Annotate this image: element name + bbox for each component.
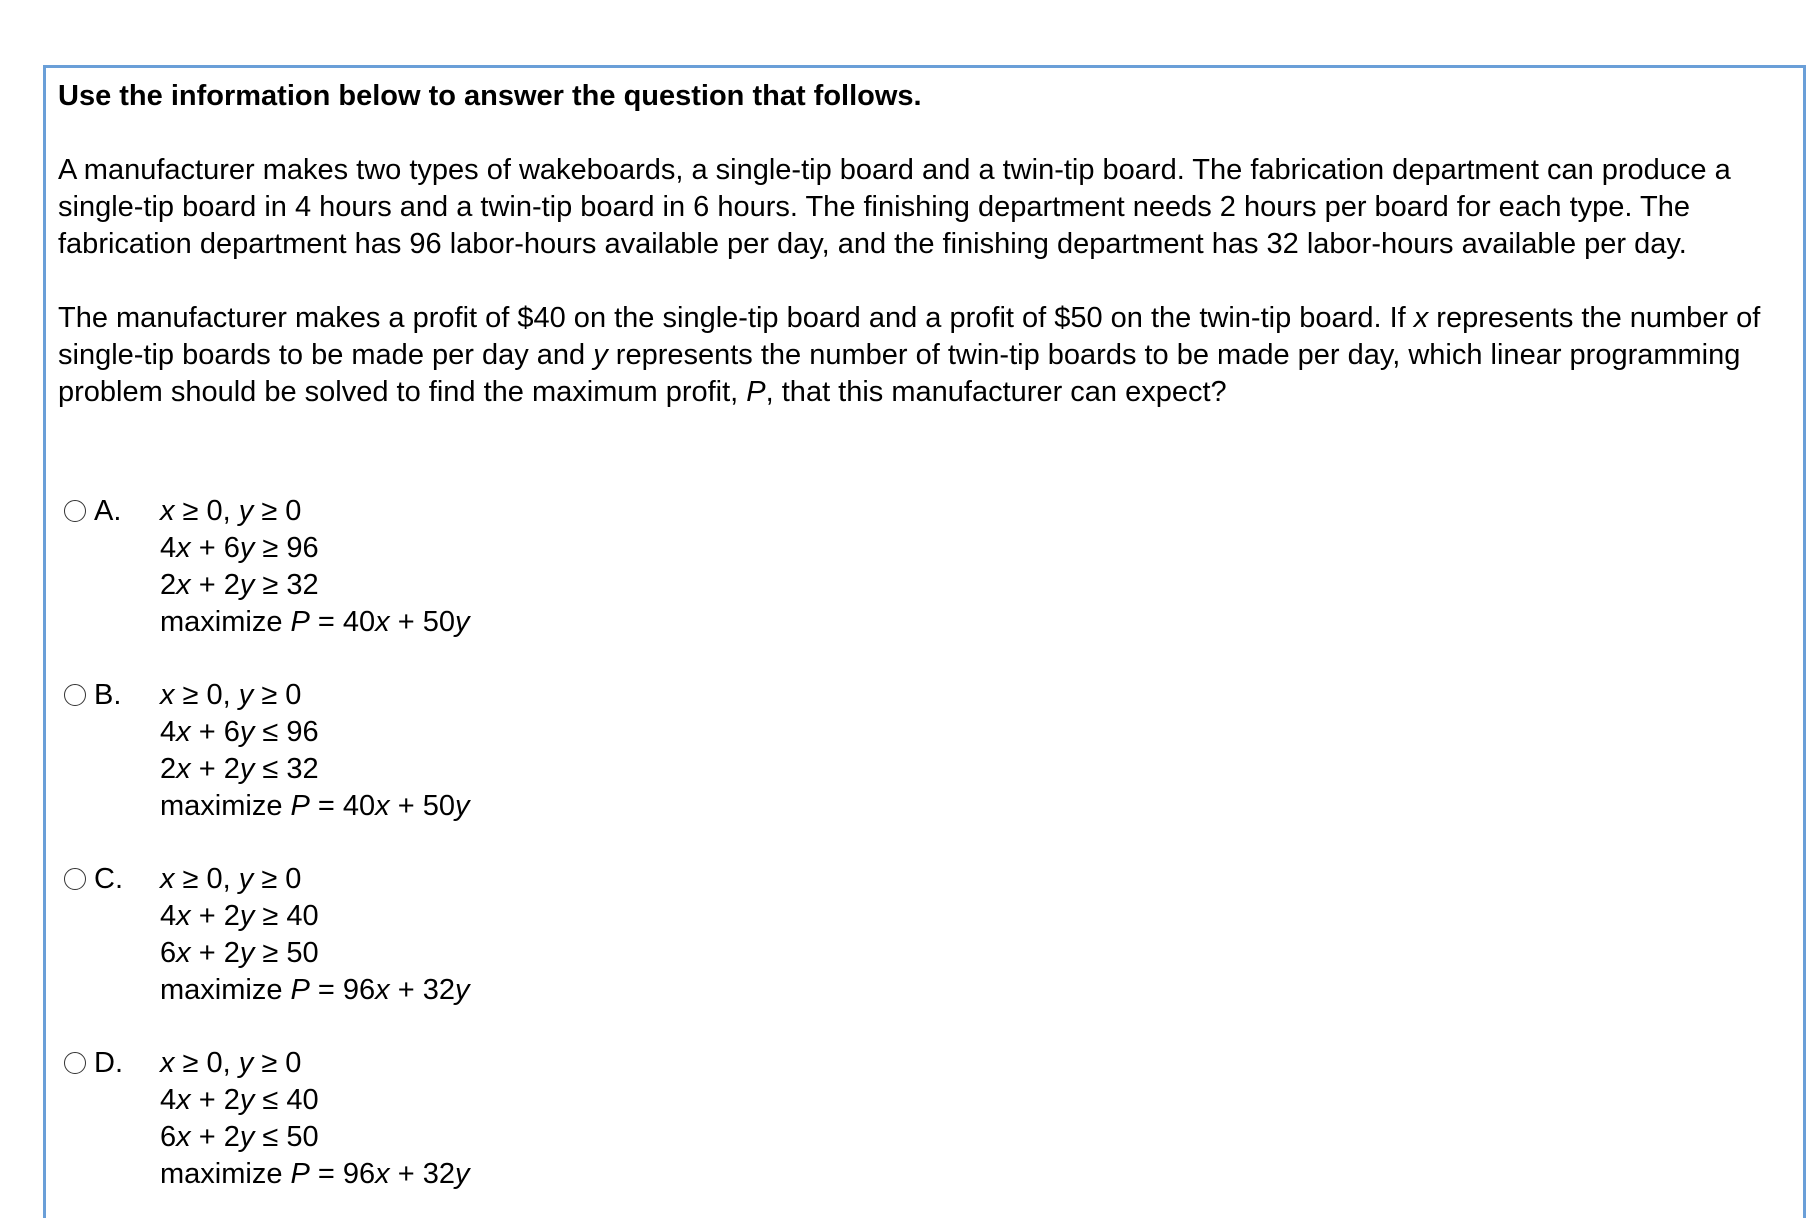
math-variable: y [239, 569, 255, 601]
option-letter: D. [94, 1047, 123, 1079]
math-text: + 2 [190, 753, 240, 785]
math-variable: y [239, 532, 255, 564]
variable-x: x [1413, 302, 1429, 334]
expression-line [160, 677, 469, 714]
expression-line [160, 714, 469, 751]
math-variable: x [176, 1084, 191, 1116]
math-variable: x [176, 716, 191, 748]
math-variable: x [160, 679, 175, 711]
math-text: ≥ 96 [254, 532, 319, 564]
math-text: 4 [160, 1084, 177, 1116]
paragraph-2-text: , that this manufacturer can expect? [765, 376, 1227, 408]
math-variable: x [160, 495, 175, 527]
math-text: = 40 [309, 790, 376, 822]
math-text: 4 [160, 900, 177, 932]
expression-line [160, 530, 469, 567]
expression-line [160, 788, 469, 825]
math-text: + 50 [389, 790, 455, 822]
math-text: + 2 [190, 937, 240, 969]
math-variable: x [176, 753, 191, 785]
question-panel [43, 65, 1806, 1218]
math-text: + 32 [389, 974, 455, 1006]
paragraph-2-text: represents the number of twin-tip boards to be made per day, which linear programming problem should be solved to find the maximum profit, [58, 339, 1741, 408]
math-text: ≥ 0, [174, 1047, 239, 1079]
math-variable: x [375, 974, 390, 1006]
question-content [58, 78, 1798, 411]
radio-button[interactable] [64, 1052, 86, 1074]
math-text: + 32 [389, 1158, 455, 1190]
math-text: = 96 [309, 974, 376, 1006]
math-variable: y [454, 1158, 470, 1190]
math-text: ≥ 50 [254, 937, 319, 969]
math-variable: y [238, 495, 254, 527]
radio-button[interactable] [64, 500, 86, 522]
expression-line [160, 493, 469, 530]
expression-line [160, 604, 469, 641]
math-variable: P [290, 974, 310, 1006]
expression-line [160, 1082, 469, 1119]
expression-line [160, 861, 469, 898]
math-variable: P [290, 1158, 310, 1190]
math-text: ≥ 0 [253, 863, 302, 895]
math-variable: y [454, 974, 470, 1006]
math-variable: y [238, 863, 254, 895]
math-text: ≥ 0, [174, 679, 239, 711]
math-variable: y [239, 753, 255, 785]
math-text: maximize [160, 1158, 291, 1190]
math-variable: y [239, 937, 255, 969]
math-text: ≥ 40 [254, 900, 319, 932]
math-variable: y [238, 679, 254, 711]
math-variable: y [238, 1047, 254, 1079]
math-variable: x [160, 863, 175, 895]
math-text: ≥ 0 [253, 495, 302, 527]
math-text: ≤ 50 [254, 1121, 319, 1153]
option-expression [160, 1045, 469, 1193]
variable-p: P [746, 376, 766, 408]
option-expression [160, 677, 469, 825]
math-variable: y [239, 900, 255, 932]
math-text: maximize [160, 974, 291, 1006]
math-text: ≥ 0, [174, 495, 239, 527]
expression-line [160, 567, 469, 604]
math-text: 6 [160, 937, 177, 969]
expression-line [160, 1045, 469, 1082]
option-letter: B. [94, 679, 122, 711]
expression-line [160, 935, 469, 972]
math-text: 6 [160, 1121, 177, 1153]
math-variable: x [176, 569, 191, 601]
math-text: maximize [160, 790, 291, 822]
math-variable: x [160, 1047, 175, 1079]
math-text: = 96 [309, 1158, 376, 1190]
math-variable: x [176, 900, 191, 932]
math-text: + 6 [190, 716, 240, 748]
math-variable: x [176, 532, 191, 564]
math-text: 4 [160, 716, 177, 748]
math-variable: P [290, 790, 310, 822]
expression-line [160, 1156, 469, 1193]
math-text: + 2 [190, 1084, 240, 1116]
math-variable: x [176, 937, 191, 969]
math-text: + 50 [389, 606, 455, 638]
math-variable: x [375, 606, 390, 638]
option-letter: C. [94, 863, 123, 895]
radio-button[interactable] [64, 684, 86, 706]
problem-paragraph-2 [58, 300, 1798, 411]
math-text: maximize [160, 606, 291, 638]
question-intro: Use the information below to answer the question that follows. [58, 80, 922, 112]
math-variable: y [454, 790, 470, 822]
problem-paragraph-1: A manufacturer makes two types of wakeboards, a single-tip board and a twin-tip board. The fabrication department can produce a single-tip board in 4 hours and a twin-tip board in 6 hours. The finishing department needs 2 hours per board for each type. The fabrication department has 96 labor-hours available per day, and the finishing department has 32 labor-hours available per day. [58, 154, 1731, 260]
math-text: + 2 [190, 900, 240, 932]
math-variable: x [375, 790, 390, 822]
math-variable: y [454, 606, 470, 638]
paragraph-2-text: The manufacturer makes a profit of $40 on the single-tip board and a profit of $50 on the twin-tip board. If [58, 302, 1414, 334]
math-text: ≥ 32 [254, 569, 319, 601]
math-variable: P [290, 606, 310, 638]
expression-line [160, 751, 469, 788]
option-letter: A. [94, 495, 122, 527]
variable-y: y [593, 339, 608, 371]
option-expression [160, 861, 469, 1009]
math-text: + 6 [190, 532, 240, 564]
math-text: ≤ 96 [254, 716, 319, 748]
math-text: ≤ 32 [254, 753, 319, 785]
expression-line [160, 898, 469, 935]
expression-line [160, 972, 469, 1009]
math-text: 2 [160, 753, 177, 785]
math-text: + 2 [190, 569, 240, 601]
radio-button[interactable] [64, 868, 86, 890]
math-variable: y [239, 1121, 255, 1153]
math-variable: y [239, 1084, 255, 1116]
paragraph-2-text: represents the number of single-tip boards to be made per day and [58, 302, 1761, 371]
math-variable: x [176, 1121, 191, 1153]
math-text: ≥ 0 [253, 679, 302, 711]
math-variable: x [375, 1158, 390, 1190]
option-expression [160, 493, 469, 641]
math-text: + 2 [190, 1121, 240, 1153]
expression-line [160, 1119, 469, 1156]
math-text: ≥ 0 [253, 1047, 302, 1079]
math-text: ≥ 0, [174, 863, 239, 895]
math-text: = 40 [309, 606, 376, 638]
math-text: 4 [160, 532, 177, 564]
math-text: 2 [160, 569, 177, 601]
math-text: ≤ 40 [254, 1084, 319, 1116]
math-variable: y [239, 716, 255, 748]
